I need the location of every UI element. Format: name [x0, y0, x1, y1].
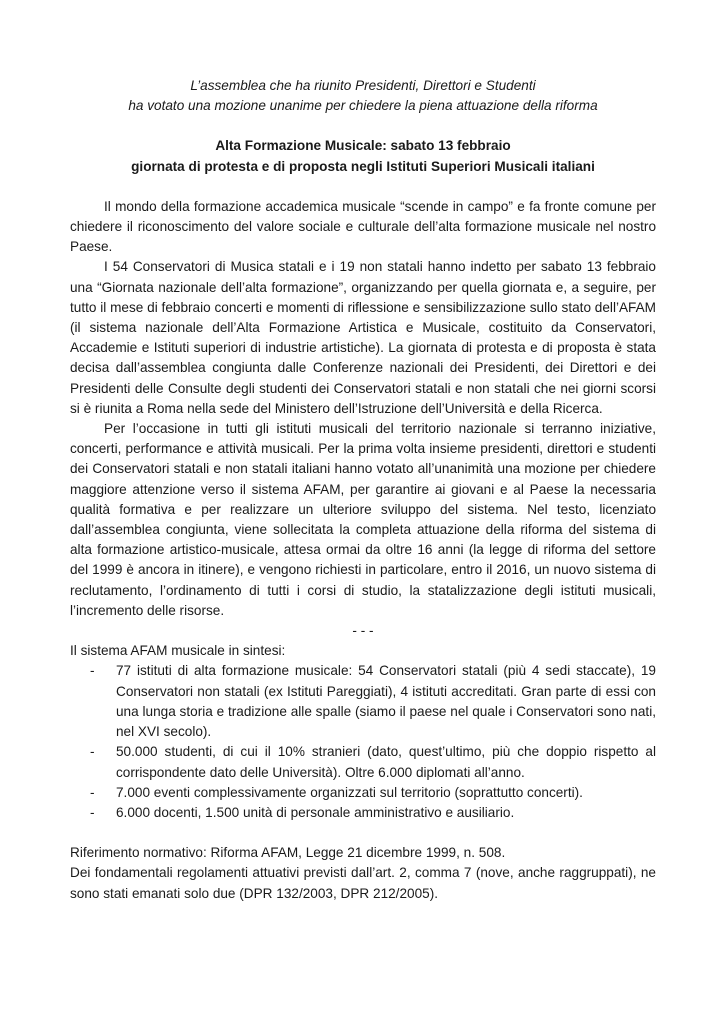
paragraph-1: Il mondo della formazione accademica musicale “scende in campo” e fa fronte comune per chiedere il riconoscimento del valore sociale e culturale dell’alta formazione musicale nel nostro Paese. [70, 198, 656, 255]
list-item-text: 50.000 studenti, di cui il 10% stranieri (dato, quest’ultimo, più che doppio rispetto al corrispondente dato delle Università). Oltre 6.000 diplomati all’anno. [116, 744, 656, 780]
list-item-text: 6.000 docenti, 1.500 unità di personale amministrativo e ausiliario. [116, 804, 515, 820]
document-title [70, 136, 656, 176]
section-separator: - - - [352, 623, 374, 639]
list-item [70, 783, 656, 803]
list-dash: - [90, 804, 95, 820]
document-page [70, 76, 656, 904]
body-text [70, 197, 656, 621]
title-line-1: Alta Formazione Musicale: sabato 13 febbraio [215, 138, 511, 154]
paragraph-2: I 54 Conservatori di Musica statali e i 19 non statali hanno indetto per sabato 13 febbraio una “Giornata nazionale dell’alta formazione”, organizzando per quella giornata e, a seguire, per tutto il mese di febbraio concerti e momenti di riflessione e sensibilizzazione sullo stato dell’AFAM (il sistema nazionale dell’Alta Formazione Artistica e Musicale, costituito da Conservatori, Accademie e Istituti superiori di industrie artistiche). La giornata di protesta e di proposta è stata decisa dall’assemblea congiunta dalle Conferenze nazionali dei Presidenti, dei Direttori e dei Presidenti delle Consulte degli studenti dei Conservatori statali e non statali che nei giorni scorsi si è riunita a Roma nella sede del Ministero dell’Istruzione dell’Università e della Ricerca. [70, 259, 656, 416]
paragraph-3: Per l’occasione in tutti gli istituti musicali del territorio nazionale si terranno iniziative, concerti, performance e attività musicali. Per la prima volta insieme presidenti, direttori e studenti dei Conservatori statali e non statali italiani hanno votato all’unanimità una mozione per chiedere maggiore attenzione verso il sistema AFAM, per garantire ai giovani e al Paese la necessaria qualità formativa e per realizzare un ulteriore sviluppo del sistema. Nel testo, licenziato dall’assemblea congiunta, viene sollecitata la completa attuazione della riforma del sistema di alta formazione artistico-musicale, attesa ormai da oltre 16 anni (la legge di riforma del settore del 1999 è ancora in itinere), e vengono richiesti in particolare, entro il 2016, un nuovo sistema di reclutamento, l’ordinamento di tutti i corsi di studio, la statalizzazione degli istituti musicali, l’incremento delle risorse. [70, 421, 656, 618]
summary-list [70, 661, 656, 823]
list-dash: - [90, 784, 95, 800]
reference-line-1: Riferimento normativo: Riforma AFAM, Legge 21 dicembre 1999, n. 508. [70, 845, 506, 861]
list-item-text: 7.000 eventi complessivamente organizzati sul territorio (soprattutto concerti). [116, 784, 583, 800]
reference-line-2: Dei fondamentali regolamenti attuativi previsti dall’art. 2, comma 7 (nove, anche raggruppati), ne sono stati emanati solo due (DPR 132/2003, DPR 212/2005). [70, 865, 656, 901]
list-item [70, 661, 656, 742]
list-item [70, 803, 656, 823]
title-line-2: giornata di protesta e di proposta negli Istituti Superiori Musicali italiani [131, 158, 595, 174]
intro-subtitle [70, 76, 656, 116]
list-item [70, 742, 656, 782]
summary-heading: Il sistema AFAM musicale in sintesi: [70, 643, 286, 659]
list-dash: - [90, 663, 95, 679]
list-dash: - [90, 744, 95, 760]
references [70, 843, 656, 904]
list-item-text: 77 istituti di alta formazione musicale: 54 Conservatori statali (più 4 sedi staccate), 19 Conservatori non statali (ex Istituti Pareggiati), 4 istituti accreditati. Gran parte di essi con una lunga storia e tradizione alle spalle (siamo il paese nel quale i Conservatori sono nati, nel XVI secolo). [116, 663, 656, 740]
intro-line-1: L’assemblea che ha riunito Presidenti, Direttori e Studenti [190, 78, 536, 93]
intro-line-2: ha votato una mozione unanime per chiedere la piena attuazione della riforma [128, 98, 598, 114]
